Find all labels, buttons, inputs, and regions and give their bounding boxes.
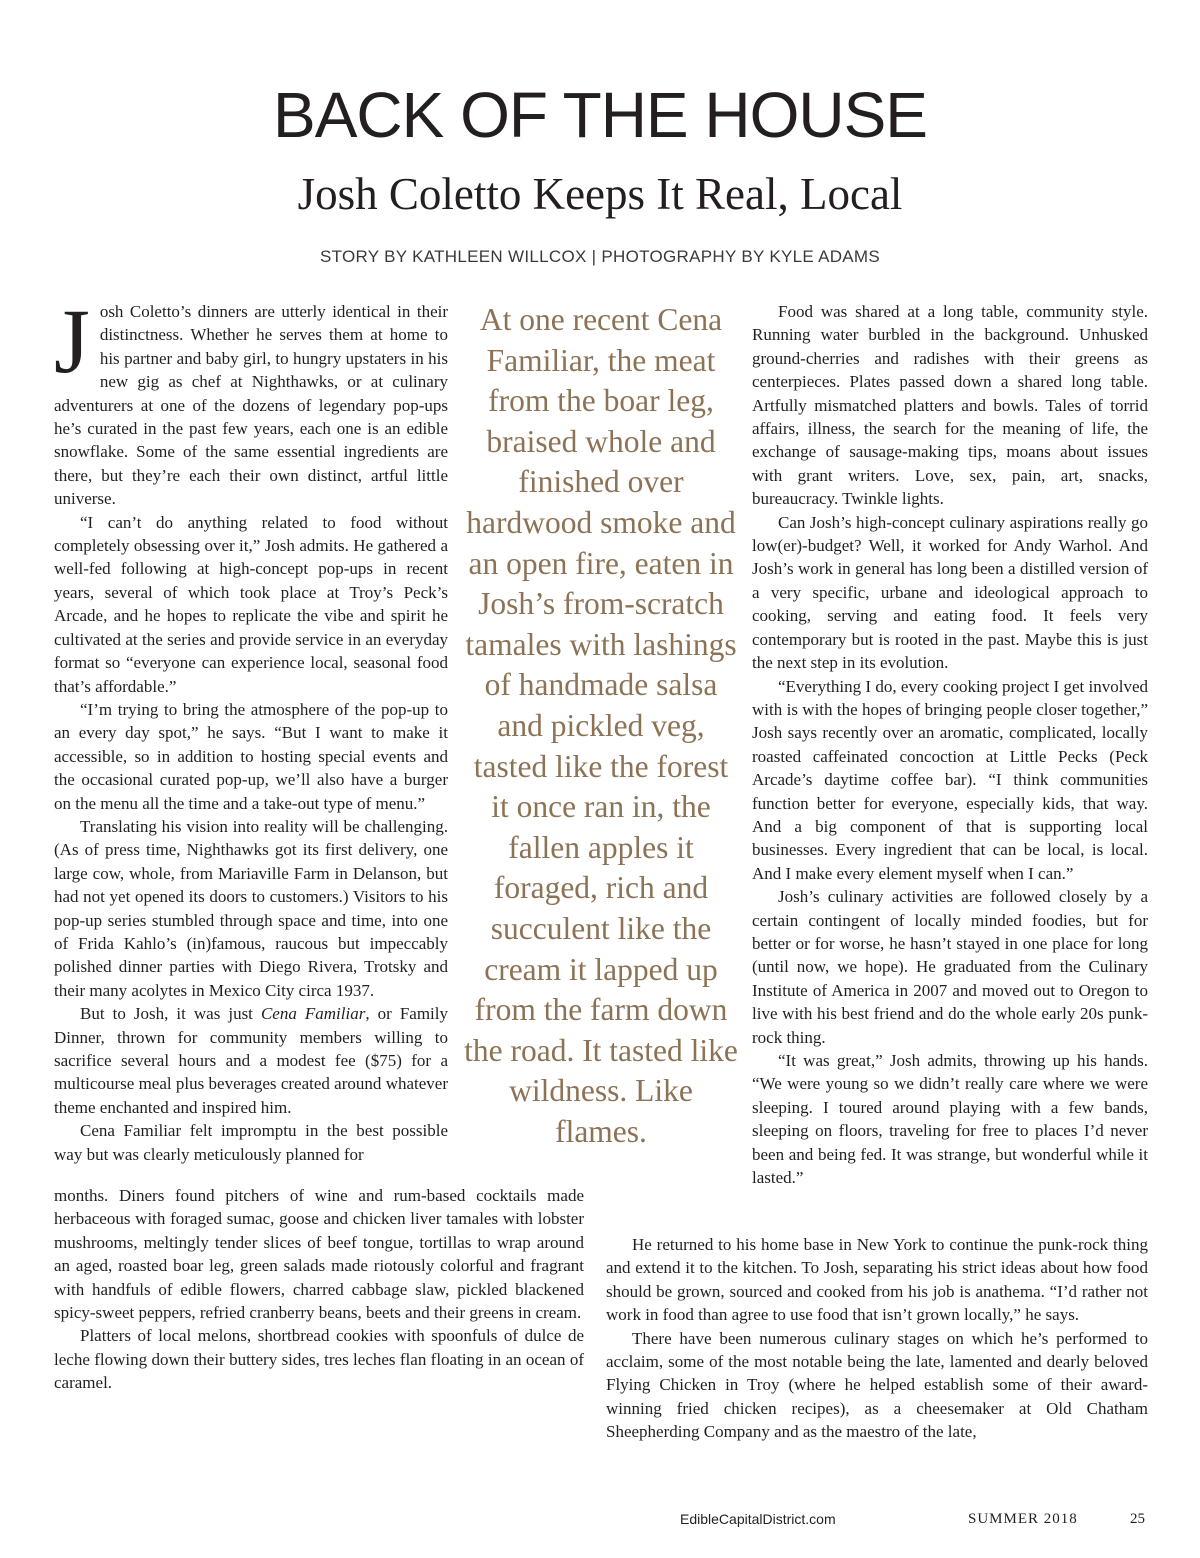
article-paragraph: Cena Familiar felt impromptu in the best possible way but was clearly meticulously planned for [54,1121,448,1164]
article-paragraph: Translating his vision into reality will be challenging. (As of press time, Nighthawks got its first delivery, one large cow, whole, from Mariaville Farm in Delanson, but had not yet opened its doors to customers.) Visitors to his pop-up series stumbled through space and time, into one of Frida Kahlo’s (in)famous, raucous but impeccably polished dinner parties with Diego Rivera, Trotsky and their many acolytes in Mexico City circa 1937. [54,816,448,1000]
article-paragraph [54,290,448,511]
paragraph-text: , or Family Dinner, thrown for community members willing to sacrifice several hours and a modest fee ($75) for a multicourse meal plus beverages created around whatever theme enchanted and inspired him. [54,1004,448,1117]
article-paragraph: There have been numerous culinary stages on which he’s performed to acclaim, some of the most notable being the late, lamented and dearly beloved Flying Chicken in Troy (where he helped establish some of their award-winning fried chicken recipes), as a cheesemaker at Old Chatham Sheepherding Company and as the maestro of the late, [606,1328,1148,1442]
article-column-bottom-left [54,1184,584,1395]
article-headline: Josh Coletto Keeps It Real, Local [297,169,903,219]
article-paragraph: Can Josh’s high-concept culinary aspirations really go low(er)-budget? Well, it worked for Andy Warhol. And Josh’s work in general has long been a distilled version of a very specific, urbane and ideological approach to cooking, serving and eating food. It feels very contemporary but is rooted in the past. Maybe this is just the next step in its evolution. [752,512,1148,673]
italic-term: Cena Familiar [260,1004,366,1024]
article-paragraph: “It was great,” Josh admits, throwing up his hands. “We were young so we didn’t really care where we were sleeping. I toured around playing with a few bands, sleeping on floors, traveling for free to places I’d never been and being fed. It was strange, but wonderful while it lasted.” [752,1051,1148,1188]
article-paragraph [54,1002,448,1119]
page-number: 25 [1130,1511,1145,1527]
article-paragraph: “I’m trying to bring the atmosphere of the pop-up to an every day spot,” he says. “But I want to make it accessible, so in addition to hosting special events and the occasional curated pop-up, we’ll also have a burger on the menu all the time and a take-out type of menu.” [54,699,448,813]
paragraph-text: osh Coletto’s dinners are utterly identical in their distinctness. Whether he serves them at home to his partner and baby girl, to hungry upstaters in his new gig as chef at Nighthawks, or at culinary adventurers at one of the dozens of legendary pop-ups he’s curated in the past few years, each one is an edible snowflake. Some of the same essential ingredients are there, but they’re each their own distinct, artful little universe. [54,302,448,509]
article-paragraph: Platters of local melons, shortbread cookies with spoonfuls of dulce de leche flowing down their buttery sides, tres leches flan floating in an ocean of caramel. [54,1326,584,1393]
paragraph-text: But to Josh, it was just [80,1004,261,1024]
article-paragraph: Food was shared at a long table, community style. Running water burbled in the background. Unhusked ground-cherries and radishes with their greens as centerpieces. Plates passed down a shared long table. Artfully mismatched platters and bowls. Tales of torrid affairs, illness, the search for the meaning of life, the exchange of sausage-making tips, moans about issues with grant writers. Love, sex, pain, art, snacks, bureaucracy. Twinkle lights. [752,302,1148,509]
byline: STORY BY KATHLEEN WILLCOX | PHOTOGRAPHY BY KYLE ADAMS [319,247,881,266]
article-paragraph: months. Diners found pitchers of wine and rum-based cocktails made herbaceous with foraged sumac, goose and chicken liver tamales with lobster mushrooms, meltingly tender slices of beef tongue, tortillas to wrap around an aged, roasted boar leg, green salads made riotously colorful and fragrant with handfuls of edible flowers, charred cabbage slaw, pickled blackened spicy-sweet peppers, refried cranberry beans, beets and their greens in cream. [54,1186,584,1323]
article-column-left [54,290,448,1166]
article-column-bottom-right [606,1233,1148,1444]
article-paragraph: “Everything I do, every cooking project I get involved with is with the hopes of bringing people closer together,” Josh says recently over an aromatic, complicated, locally roasted caffeinated concoction at Little Pecks (Peck Arcade’s daytime coffee bar). “I think communities function better for everyone, especially kids, that way. And a big component of that is supporting local businesses. Every ingredient that can be local, is local. And I make every element myself when I can.” [752,676,1148,883]
pull-quote: At one recent Cena Familiar, the meat from the boar leg, braised whole and finished over hardwood smoke and an open fire, eaten in Josh’s from-scratch tamales with lashings of handmade salsa and pickled veg, tasted like the forest it once ran in, the fallen apples it foraged, rich and succulent like the cream it lapped up from the farm down the road. It tasted like wildness. Like flames. [464,302,738,1149]
article-paragraph: “I can’t do anything related to food without completely obsessing over it,” Josh admits. He gathered a well-fed following at high-concept pop-ups in recent years, several of which took place at Troy’s Peck’s Arcade, and he hopes to replicate the vibe and spirit he cultivated at the series and provide service in an everyday format so “everyone can experience local, seasonal food that’s affordable.” [54,512,448,696]
section-title: BACK OF THE HOUSE [273,79,927,151]
article-column-right [752,300,1148,1189]
article-paragraph: He returned to his home base in New York to continue the punk-rock thing and extend it to the kitchen. To Josh, separating his strict ideas about how food should be grown, sourced and cooked from his job is anathema. “I’d rather not work in food than agree to use food that isn’t grown locally,” he says. [606,1235,1148,1325]
footer-issue: SUMMER 2018 [968,1511,1078,1527]
footer-website: EdibleCapitalDistrict.com [680,1511,836,1527]
article-paragraph: Josh’s culinary activities are followed closely by a certain contingent of locally minded foodies, but for better or for worse, he hasn’t stayed in one place for long (until now, we hope). He graduated from the Culinary Institute of America in 2007 and moved out to Oregon to live with his best friend and do the whole early 20s punk-rock thing. [752,887,1148,1047]
drop-cap: J [54,290,90,392]
